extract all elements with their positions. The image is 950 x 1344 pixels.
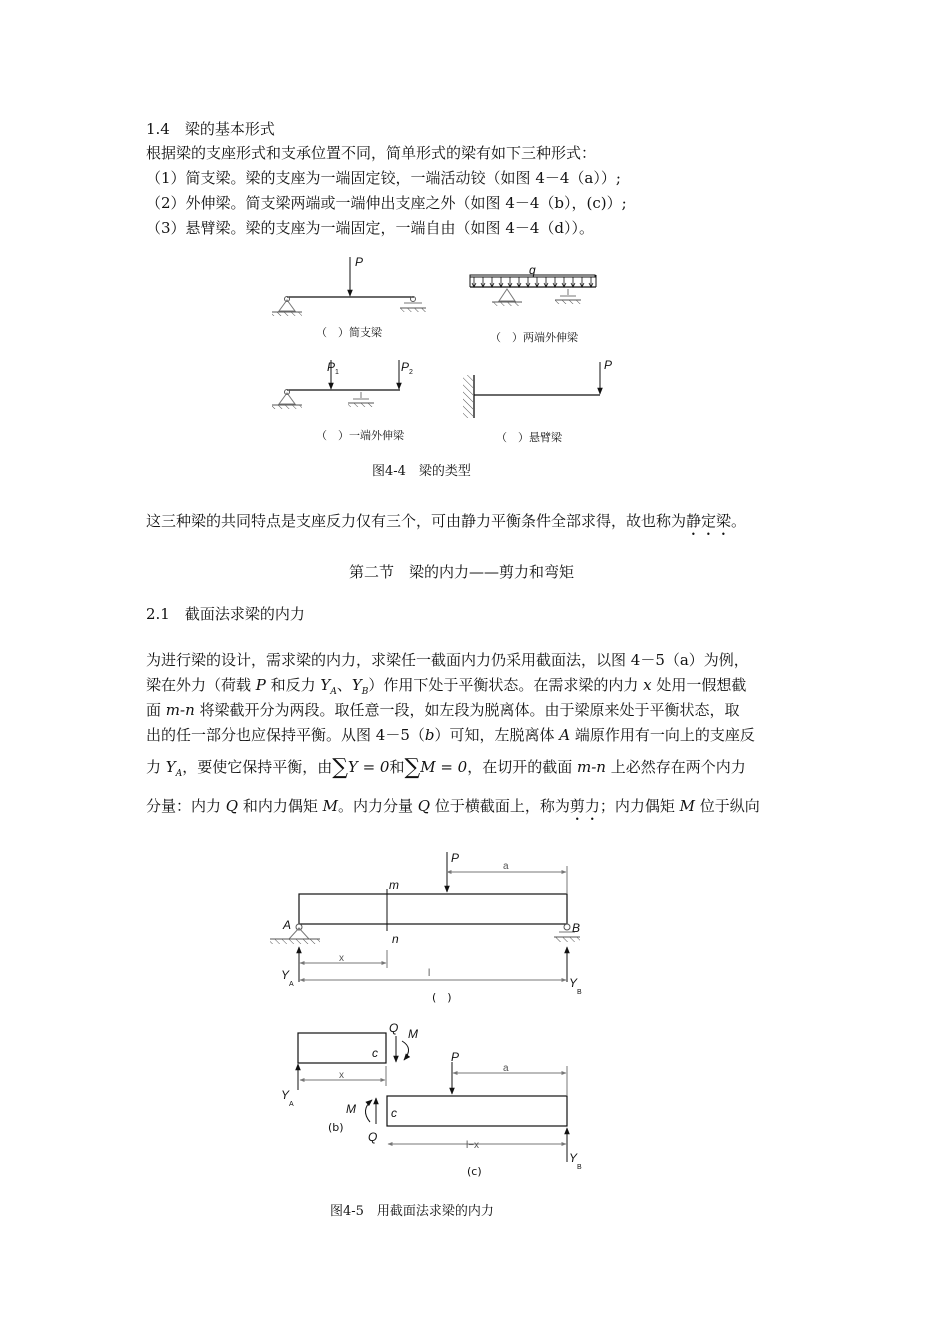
subfigure-caption: (b)	[328, 1121, 344, 1134]
load-arrowhead	[544, 283, 548, 287]
subfigure-caption: （ ）简支梁	[316, 326, 382, 339]
load-arrowhead	[589, 283, 593, 287]
support-label: A	[283, 918, 292, 932]
reaction-subscript: A	[289, 1101, 294, 1108]
beam-single-overhang	[272, 360, 400, 409]
load-label: P	[451, 1050, 460, 1064]
beam-double-overhang	[470, 275, 596, 287]
reaction-label: Y	[281, 968, 290, 982]
list-item: （2）外伸梁。简支梁两端或一端伸出支座之外（如图 4－4（b），(c)）;	[146, 194, 627, 212]
dimension-label: a	[503, 861, 509, 872]
beam-cantilever	[463, 362, 600, 418]
subfigure-caption: ( )	[432, 991, 452, 1004]
dimension-label: l−x	[466, 1140, 480, 1151]
centroid-label: c	[391, 1106, 397, 1120]
centroid-label: c	[372, 1046, 378, 1060]
shear-label: Q	[368, 1130, 378, 1144]
reaction-subscript: B	[577, 1164, 582, 1171]
free-body-right	[365, 1062, 567, 1162]
load-subscript: 2	[409, 369, 413, 376]
beam-simple	[272, 257, 426, 316]
subfigure-caption: (c)	[467, 1165, 482, 1178]
load-arrowhead	[517, 283, 521, 287]
reaction-label: Y	[569, 976, 578, 990]
support-label: B	[572, 921, 581, 935]
distributed-load-arrows	[472, 277, 593, 287]
dimension-label: x	[339, 1070, 344, 1081]
load-arrowhead	[526, 283, 530, 287]
load-arrowhead	[481, 283, 485, 287]
list-item: （1）简支梁。梁的支座为一端固定铰，一端活动铰（如图 4－4（a））;	[146, 169, 621, 187]
figure-caption: 图4-5 用截面法求梁的内力	[330, 1204, 494, 1219]
paragraph-line: 力 $Y_A$，要使它保持平衡，由∑Y = 0和∑M = 0，在切开的截面 m-n 上必然存在两个内力	[146, 755, 746, 780]
load-arrowhead	[571, 283, 575, 287]
load-arrowhead	[562, 283, 566, 287]
emphasis-term: 静定梁	[686, 512, 732, 530]
moment-label: M	[346, 1102, 356, 1116]
beam-double-overhang-supports	[492, 289, 581, 306]
load-arrowhead	[553, 283, 557, 287]
load-arrowhead	[580, 283, 584, 287]
section-label: n	[392, 932, 399, 946]
figure-caption: 图4-4 梁的类型	[372, 464, 471, 479]
reaction-label: Y	[281, 1088, 290, 1102]
load-arrowhead	[490, 283, 494, 287]
subfigure-caption: （ ）一端外伸梁	[316, 429, 404, 442]
intro-text: 根据梁的支座形式和支承位置不同，简单形式的梁有如下三种形式：	[146, 144, 597, 162]
load-arrowhead	[472, 283, 476, 287]
load-label: P	[451, 851, 460, 865]
load-arrowhead	[535, 283, 539, 287]
dimension-label: l	[428, 968, 431, 979]
reaction-subscript: A	[289, 981, 294, 988]
load-arrowhead	[499, 283, 503, 287]
emphasis-term: 剪力	[569, 797, 600, 815]
paragraph-line: 梁在外力（荷载 P 和反力 $Y_A$、$Y_B$）作用下处于平衡状态。在需求梁的内力 x 处用一假想截	[146, 676, 747, 697]
shear-label: Q	[389, 1021, 399, 1035]
subsection-heading: 2.1 截面法求梁的内力	[146, 605, 305, 623]
load-label: P	[604, 358, 613, 372]
load-label: q	[529, 263, 536, 277]
moment-label: M	[408, 1027, 418, 1041]
list-item: （3）悬臂梁。梁的支座为一端固定，一端自由（如图 4－4（d））。	[146, 219, 595, 237]
load-arrowhead	[508, 283, 512, 287]
paragraph-line: 分量：内力 Q 和内力偶矩 M。内力分量 Q 位于横截面上，称为剪力；内力偶矩 M 位于纵向	[146, 797, 760, 815]
load-subscript: 1	[335, 369, 339, 376]
dimension-label: x	[339, 953, 344, 964]
paragraph-line: 为进行梁的设计，需求梁的内力，求梁任一截面内力仍采用截面法，以图 4－5（a）为例，	[146, 651, 749, 669]
subfigure-caption: （ ）两端外伸梁	[490, 331, 578, 344]
beam-full	[270, 852, 580, 982]
free-body-left	[298, 1033, 409, 1090]
reaction-subscript: B	[577, 989, 582, 996]
chapter-section-title: 第二节 梁的内力——剪力和弯矩	[349, 563, 575, 581]
dimension-label: a	[503, 1063, 509, 1074]
paragraph-line: 出的任一部分也应保持平衡。从图 4－5（b）可知，左脱离体 A 端原作用有一向上的支座反	[146, 726, 755, 744]
paragraph-line: 面 m-n 将梁截开分为两段。取任意一段，如左段为脱离体。由于梁原来处于平衡状态，取	[146, 701, 740, 719]
reaction-label: Y	[569, 1151, 578, 1165]
section-heading: 1.4 梁的基本形式	[146, 120, 275, 138]
section-label: m	[389, 878, 399, 892]
subfigure-caption: （ ）悬臂梁	[496, 431, 562, 444]
summary-text: 这三种梁的共同特点是支座反力仅有三个，可由静力平衡条件全部求得，故也称为静定梁。	[146, 512, 747, 530]
load-label: P	[355, 255, 364, 269]
load-label: P	[401, 360, 410, 374]
load-label: P	[327, 360, 336, 374]
